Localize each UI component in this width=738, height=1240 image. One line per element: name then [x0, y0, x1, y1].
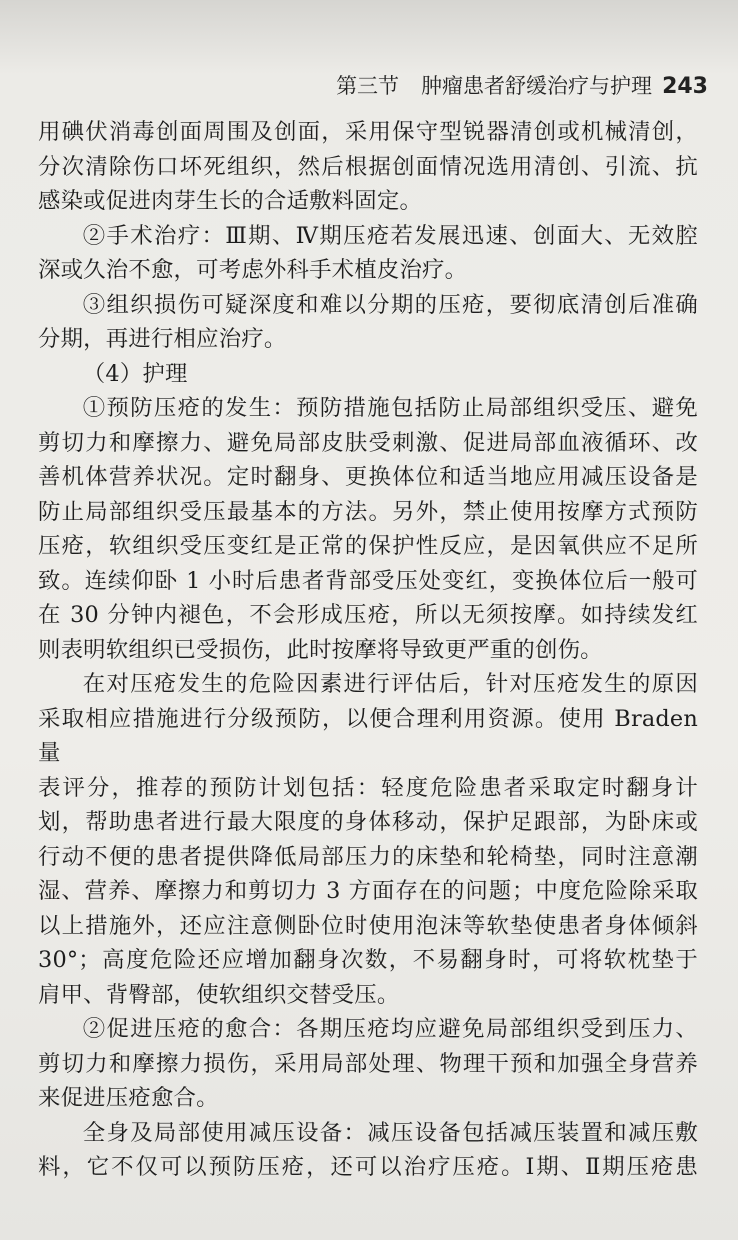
text-line: ②手术治疗：Ⅲ期、Ⅳ期压疮若发展迅速、创面大、无效腔 — [82, 222, 698, 249]
text-line: 致。连续仰卧 1 小时后患者背部受压处变红，变换体位后一般可 — [38, 567, 698, 594]
text-line: 肩甲、背臀部，使软组织交替受压。 — [38, 981, 400, 1008]
text-line: 来促进压疮愈合。 — [38, 1085, 219, 1111]
text-line: 分期，再进行相应治疗。 — [38, 326, 287, 352]
page-number: 243 — [662, 74, 708, 99]
text-line: 用碘伏消毒创面周围及创面，采用保守型锐器清创或机械清创， — [38, 119, 698, 145]
section-label: 第三节 — [336, 74, 400, 98]
subsection-heading: （4）护理 — [82, 360, 188, 387]
text-line: 表评分，推荐的预防计划包括：轻度危险患者采取定时翻身计 — [38, 774, 698, 801]
text-line: 感染或促进肉芽生长的合适敷料固定。 — [38, 188, 423, 214]
text-line: 善机体营养状况。定时翻身、更换体位和适当地应用减压设备是 — [38, 464, 698, 490]
text-line: ②促进压疮的愈合：各期压疮均应避免局部组织受到压力、 — [82, 1016, 698, 1042]
text-line: 深或久治不愈，可考虑外科手术植皮治疗。 — [38, 257, 468, 283]
text-line: 全身及局部使用减压设备：减压设备包括减压装置和减压敷 — [82, 1119, 698, 1146]
chapter-title: 肿瘤患者舒缓治疗与护理 — [421, 74, 653, 98]
text-line: 湿、营养、摩擦力和剪切力 3 方面存在的问题；中度危险除采取 — [38, 878, 698, 904]
text-line: 划，帮助患者进行最大限度的身体移动，保护足跟部，为卧床或 — [38, 809, 698, 835]
text-line: 采取相应措施进行分级预防，以便合理利用资源。使用 Braden 量 — [38, 705, 698, 766]
text-line: 在对压疮发生的危险因素进行评估后，针对压疮发生的原因 — [82, 671, 698, 697]
text-line: 剪切力和摩擦力、避免局部皮肤受刺激、促进局部血液循环、改 — [38, 429, 698, 456]
text-line: 料，它不仅可以预防压疮，还可以治疗压疮。Ⅰ期、Ⅱ期压疮患 — [38, 1154, 698, 1180]
text-line: 30°；高度危险还应增加翻身次数，不易翻身时，可将软枕垫于 — [38, 947, 698, 973]
body-text — [38, 115, 698, 1185]
text-line: 行动不便的患者提供降低局部压力的床垫和轮椅垫，同时注意潮 — [38, 843, 698, 870]
text-line: 在 30 分钟内褪色，不会形成压疮，所以无须按摩。如持续发红 — [38, 602, 698, 628]
text-line: 则表明软组织已受损伤，此时按摩将导致更严重的创伤。 — [38, 636, 603, 663]
text-line: 压疮，软组织受压变红是正常的保护性反应，是因氧供应不足所 — [38, 533, 698, 559]
running-header — [336, 70, 708, 100]
text-line: ①预防压疮的发生：预防措施包括防止局部组织受压、避免 — [82, 395, 698, 421]
text-line: 剪切力和摩擦力损伤，采用局部处理、物理干预和加强全身营养 — [38, 1050, 698, 1077]
text-line: ③组织损伤可疑深度和难以分期的压疮，要彻底清创后准确 — [82, 291, 698, 318]
text-line: 以上措施外，还应注意侧卧位时使用泡沫等软垫使患者身体倾斜 — [38, 912, 698, 939]
text-line: 分次清除伤口坏死组织，然后根据创面情况选用清创、引流、抗 — [38, 153, 698, 180]
text-line: 防止局部组织受压最基本的方法。另外，禁止使用按摩方式预防 — [38, 498, 698, 525]
